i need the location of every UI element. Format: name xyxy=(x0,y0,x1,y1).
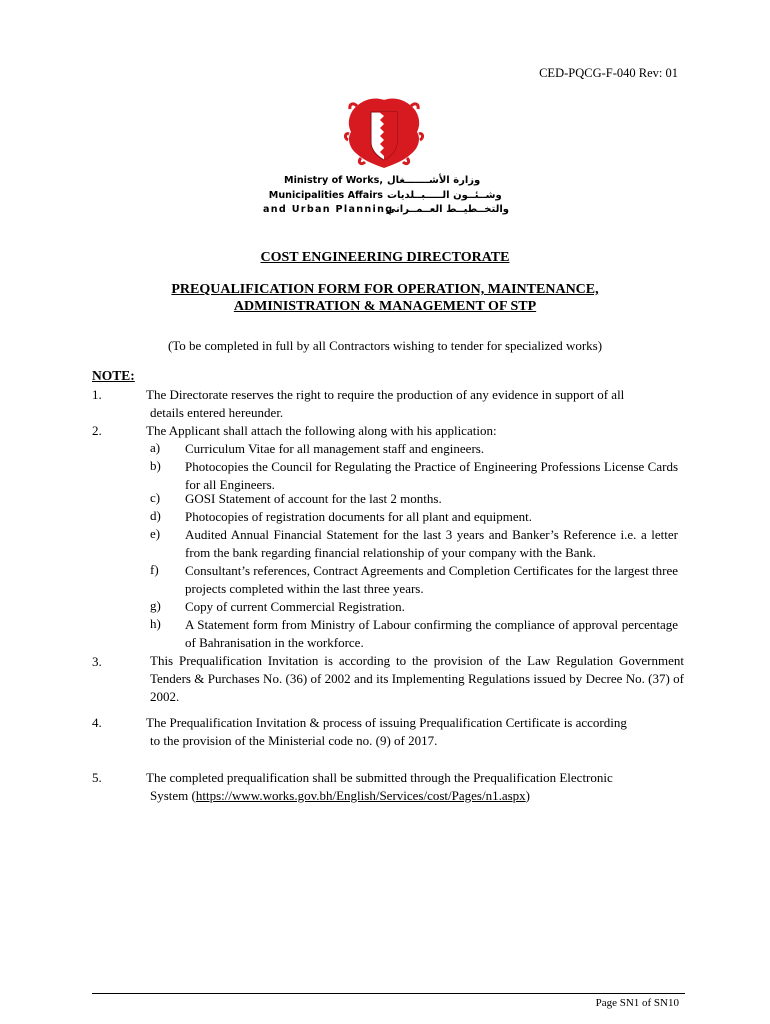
subitem-letter: d) xyxy=(150,508,161,523)
ministry-name-ar-line3: والتخــطيــط العــمــراني xyxy=(385,204,509,215)
subitem-letter: g) xyxy=(150,598,161,613)
note-5-text xyxy=(146,769,684,805)
note-5-suffix: ) xyxy=(525,788,531,803)
ministry-name-arabic xyxy=(387,174,509,218)
subitem-letter: f) xyxy=(150,562,159,577)
subitem-letter: b) xyxy=(150,458,161,473)
note-number: 4. xyxy=(92,715,102,730)
note-label: NOTE: xyxy=(92,368,135,383)
note-number: 2. xyxy=(92,423,102,438)
ministry-logo xyxy=(263,94,508,220)
form-instructions: (To be completed in full by all Contractors wishing to tender for specialized works) xyxy=(167,338,603,353)
note-3-text: This Prequalification Invitation is according to the provision of the Law Regulation Government Tenders & Purchases No. (36) of 2002 and its Implementing Regulations issued by Decree No. (37) of 2002. xyxy=(150,653,684,704)
ministry-name-ar-line1: وزارة الأشـــــــغال xyxy=(387,175,481,186)
note-number: 5. xyxy=(92,770,102,785)
footer-divider xyxy=(92,993,685,994)
note-5-line2 xyxy=(146,787,684,805)
ministry-name-english xyxy=(263,174,394,218)
note-1-line1: The Directorate reserves the right to require the production of any evidence in support of all xyxy=(146,387,625,402)
note-number: 1. xyxy=(92,387,102,402)
form-title-line1: PREQUALIFICATION FORM FOR OPERATION, MAINTENANCE, xyxy=(171,282,599,297)
subitem-text: Copy of current Commercial Registration. xyxy=(185,599,405,614)
form-title-line2: ADMINISTRATION & MANAGEMENT OF STP xyxy=(233,298,537,314)
note-1-line2: details entered hereunder. xyxy=(150,405,284,420)
ministry-name-en-line3: and Urban Planning xyxy=(263,204,394,215)
note-number: 3. xyxy=(92,654,102,669)
page-number: Page SN1 of SN10 xyxy=(595,997,679,1009)
document-code: CED-PQCG-F-040 Rev: 01 xyxy=(539,66,678,80)
directorate-heading: COST ENGINEERING DIRECTORATE xyxy=(260,250,510,265)
note-4-text xyxy=(146,714,684,750)
note-1-text xyxy=(146,386,684,422)
subitem-letter: c) xyxy=(150,490,161,505)
note-2-text: The Applicant shall attach the following along with his application: xyxy=(146,423,497,438)
prequalification-system-link[interactable]: https://www.works.gov.bh/English/Services/cost/Pages/n1.aspx xyxy=(195,788,526,803)
ministry-name-ar-line2: وشــئــون الـــــبــلديات xyxy=(387,189,502,201)
note-5-prefix: System ( xyxy=(150,788,196,803)
bahrain-crest-icon xyxy=(343,94,425,176)
subitem-text: Curriculum Vitae for all management staff and engineers. xyxy=(185,441,485,456)
subitem-text: GOSI Statement of account for the last 2 months. xyxy=(185,491,442,506)
note-4-line1: The Prequalification Invitation & process of issuing Prequalification Certificate is according xyxy=(146,715,627,730)
ministry-name-en-line1: Ministry of Works, xyxy=(284,175,383,186)
note-4-line2: to the provision of the Ministerial code no. (9) of 2017. xyxy=(150,733,438,748)
ministry-name-en-line2: Municipalities Affairs xyxy=(268,189,383,201)
form-title xyxy=(140,282,630,315)
subitem-text: Photocopies the Council for Regulating the Practice of Engineering Professions License Cards for all Engineers. xyxy=(185,459,678,492)
subitem-text: Audited Annual Financial Statement for the last 3 years and Banker’s Reference i.e. a letter from the bank regarding financial relationship of your company with the Bank. xyxy=(185,527,678,560)
subitem-text: A Statement form from Ministry of Labour confirming the compliance of approval percentage of Bahranisation in the workforce. xyxy=(185,617,678,650)
subitem-text: Photocopies of registration documents for all plant and equipment. xyxy=(185,509,532,524)
subitem-letter: e) xyxy=(150,526,161,541)
note-5-line1: The completed prequalification shall be submitted through the Prequalification Electronic xyxy=(146,770,613,785)
subitem-letter: h) xyxy=(150,616,161,631)
subitem-letter: a) xyxy=(150,440,161,455)
subitem-text: Consultant’s references, Contract Agreements and Completion Certificates for the largest three projects completed within the last three years. xyxy=(185,563,678,596)
